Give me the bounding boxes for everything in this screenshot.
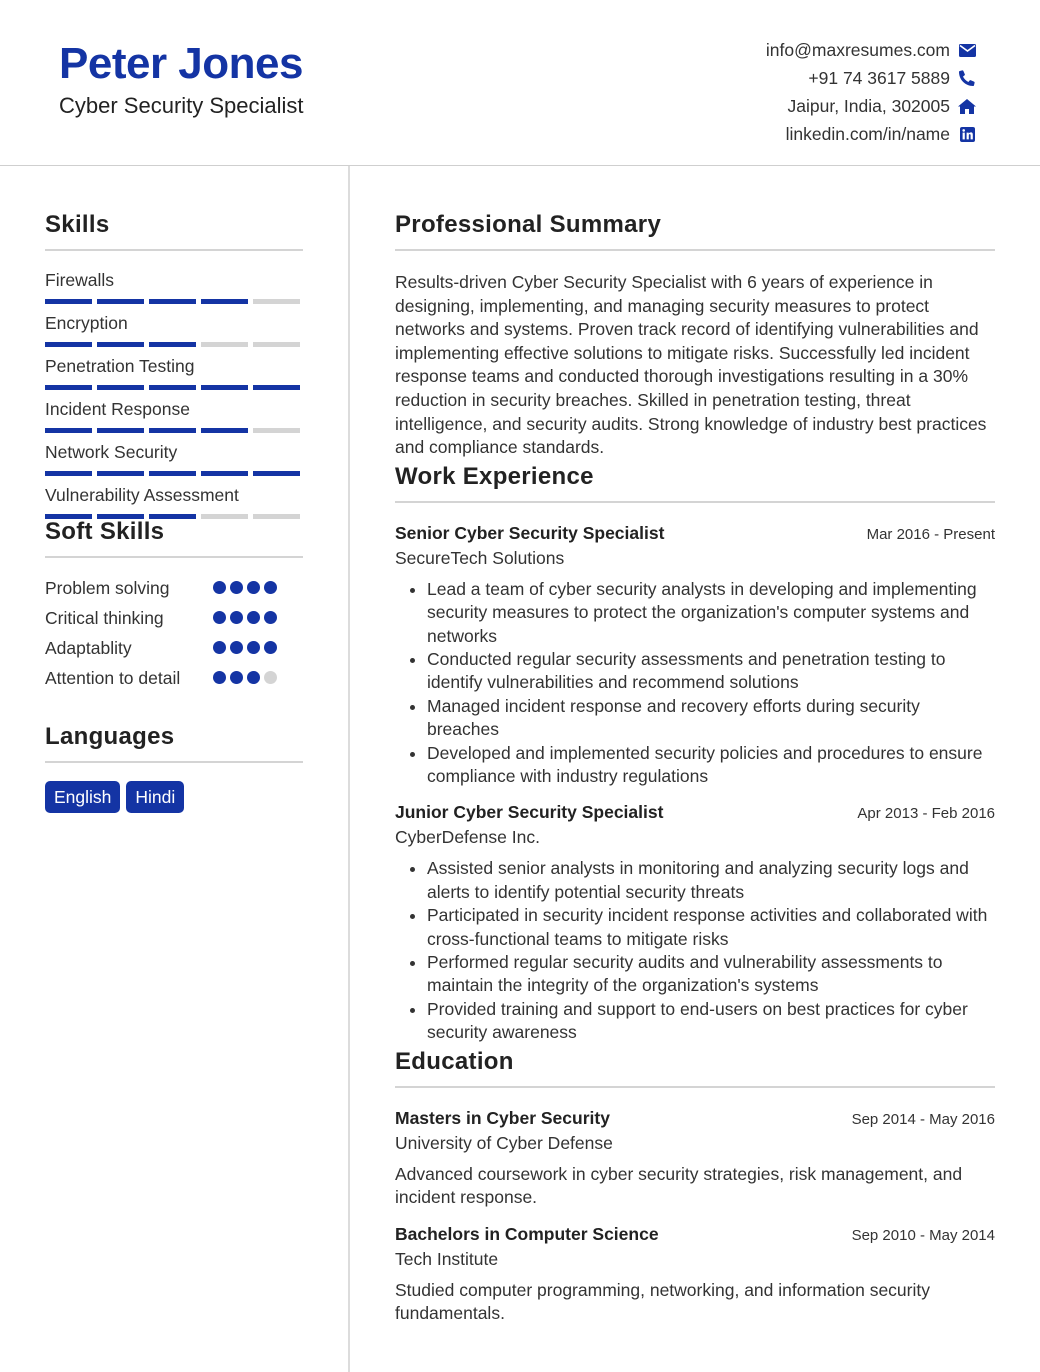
skill-item bbox=[45, 441, 303, 484]
skill-level-bar bbox=[45, 299, 303, 304]
job-bullet: • Participated in security incident response activities and collaborated with cross-functional teams to mitigate risks bbox=[427, 904, 995, 951]
job-bullet: • Conducted regular security assessments and penetration testing to identify vulnerabilities and recommend solutions bbox=[427, 648, 995, 695]
rating-dot bbox=[264, 581, 277, 594]
job-bullet: • Performed regular security audits and vulnerability assessments to maintain the integrity of the organization's systems bbox=[427, 951, 995, 998]
skill-name: Incident Response bbox=[45, 399, 190, 419]
skill-level-segment bbox=[201, 342, 248, 347]
languages-list bbox=[45, 781, 303, 813]
job-bullet: • Provided training and support to end-users on best practices for cyber security awareness bbox=[427, 998, 995, 1045]
skill-level-segment bbox=[45, 385, 92, 390]
skill-level-segment bbox=[253, 385, 300, 390]
soft-skill-name: Attention to detail bbox=[45, 668, 181, 688]
skill-level-segment bbox=[45, 428, 92, 433]
education-degree: Masters in Cyber Security bbox=[395, 1107, 610, 1128]
skill-level-segment bbox=[149, 385, 196, 390]
contact-location-text: Jaipur, India, 302005 bbox=[787, 95, 950, 116]
skill-level-segment bbox=[201, 471, 248, 476]
education-school: Tech Institute bbox=[395, 1248, 499, 1269]
rating-dot bbox=[230, 611, 243, 624]
rating-dot bbox=[264, 611, 277, 624]
left-column bbox=[45, 210, 303, 813]
skill-level-segment bbox=[45, 342, 92, 347]
language-tag: Hindi bbox=[126, 781, 184, 813]
skill-level-segment bbox=[149, 299, 196, 304]
skill-name: Vulnerability Assessment bbox=[45, 485, 239, 505]
job-header bbox=[395, 802, 995, 823]
contact-linkedin[interactable] bbox=[766, 120, 976, 148]
contact-location bbox=[766, 92, 976, 120]
skill-level-segment bbox=[97, 471, 144, 476]
skill-level-segment bbox=[253, 471, 300, 476]
job-date: Apr 2013 - Feb 2016 bbox=[857, 805, 995, 823]
skill-level-segment bbox=[97, 299, 144, 304]
job-title: Senior Cyber Security Specialist bbox=[395, 522, 665, 543]
rating-dot bbox=[213, 641, 226, 654]
education-school: University of Cyber Defense bbox=[395, 1132, 613, 1153]
skill-level-segment bbox=[253, 299, 300, 304]
soft-skills-heading: Soft Skills bbox=[45, 517, 303, 558]
education-date: Sep 2014 - May 2016 bbox=[851, 1110, 995, 1128]
skill-level-segment bbox=[253, 514, 300, 519]
job-bullets bbox=[395, 857, 995, 1044]
candidate-name: Peter Jones bbox=[59, 39, 303, 88]
contact-phone-text[interactable]: +91 74 3617 5889 bbox=[808, 67, 950, 88]
rating-dot bbox=[247, 611, 260, 624]
skill-level-segment bbox=[149, 428, 196, 433]
job-entry bbox=[395, 802, 995, 1044]
candidate-title: Cyber Security Specialist bbox=[59, 93, 304, 118]
resume-header bbox=[0, 0, 1040, 166]
soft-skill-item bbox=[45, 636, 303, 666]
skill-level-segment bbox=[97, 385, 144, 390]
education-header bbox=[395, 1108, 995, 1129]
education-entry bbox=[395, 1224, 995, 1326]
skill-level-segment bbox=[149, 471, 196, 476]
education-entry bbox=[395, 1108, 995, 1210]
soft-skill-name: Problem solving bbox=[45, 578, 170, 598]
rating-dot bbox=[213, 581, 226, 594]
home-icon bbox=[958, 97, 976, 115]
skill-level-bar bbox=[45, 471, 303, 476]
job-bullet: • Managed incident response and recovery efforts during security breaches bbox=[427, 695, 995, 742]
skill-level-bar bbox=[45, 428, 303, 433]
soft-skill-rating bbox=[213, 666, 293, 684]
soft-skill-name: Adaptablity bbox=[45, 638, 132, 658]
job-bullet: • Assisted senior analysts in monitoring and analyzing security logs and alerts to identify potential security threats bbox=[427, 857, 995, 904]
rating-dot bbox=[230, 641, 243, 654]
skill-level-segment bbox=[149, 342, 196, 347]
contact-email-text[interactable]: info@maxresumes.com bbox=[765, 39, 950, 60]
skill-name: Network Security bbox=[45, 442, 178, 462]
skills-heading: Skills bbox=[45, 210, 303, 251]
education-description: Advanced coursework in cyber security strategies, risk management, and incident response. bbox=[395, 1163, 963, 1208]
education-header bbox=[395, 1224, 995, 1245]
skill-level-segment bbox=[97, 428, 144, 433]
contact-block bbox=[766, 36, 976, 148]
phone-icon bbox=[958, 69, 976, 87]
skill-item bbox=[45, 312, 303, 355]
skill-name: Firewalls bbox=[45, 270, 115, 290]
right-column bbox=[395, 210, 995, 1326]
education-degree: Bachelors in Computer Science bbox=[395, 1223, 659, 1244]
soft-skill-rating bbox=[213, 606, 293, 624]
soft-skill-item bbox=[45, 666, 303, 720]
skill-level-segment bbox=[45, 471, 92, 476]
job-bullet: • Lead a team of cyber security analysts in developing and implementing security measures to protect the organization's computer systems and networks bbox=[427, 578, 995, 648]
skill-level-segment bbox=[201, 385, 248, 390]
rating-dot bbox=[247, 641, 260, 654]
soft-skill-item bbox=[45, 576, 303, 606]
contact-linkedin-text[interactable]: linkedin.com/in/name bbox=[785, 123, 950, 144]
rating-dot bbox=[247, 581, 260, 594]
job-date: Mar 2016 - Present bbox=[866, 525, 995, 543]
skills-list bbox=[45, 269, 303, 527]
summary-text: Results-driven Cyber Security Specialist with 6 years of experience in designing, implementing, and managing security measures to protect networks and systems. Proven track record of identifying vulnerabilities and implementing effective solutions to mitigate risks. Successfully led incident response teams and conducted thorough investigations resulting in a 30% reduction in security breaches. Skilled in penetration testing, threat intelligence, and security audits. Strong knowledge of industry best practices and compliance standards. bbox=[395, 272, 987, 458]
skill-level-segment bbox=[253, 428, 300, 433]
skill-level-segment bbox=[201, 428, 248, 433]
education-heading: Education bbox=[395, 1047, 995, 1088]
skill-level-segment bbox=[201, 299, 248, 304]
rating-dot bbox=[230, 581, 243, 594]
experience-heading: Work Experience bbox=[395, 462, 995, 503]
contact-phone[interactable] bbox=[766, 64, 976, 92]
rating-dot bbox=[213, 611, 226, 624]
linkedin-icon bbox=[958, 125, 976, 143]
skill-item bbox=[45, 398, 303, 441]
education-description: Studied computer programming, networking, and information security fundamentals. bbox=[395, 1279, 930, 1324]
job-bullets bbox=[395, 578, 995, 789]
rating-dot bbox=[230, 671, 243, 684]
skill-level-segment bbox=[45, 299, 92, 304]
column-divider bbox=[348, 166, 350, 1372]
soft-skill-item bbox=[45, 606, 303, 636]
contact-email[interactable] bbox=[766, 36, 976, 64]
rating-dot bbox=[264, 641, 277, 654]
rating-dot bbox=[247, 671, 260, 684]
soft-skills-list bbox=[45, 576, 303, 720]
skill-level-bar bbox=[45, 385, 303, 390]
education-date: Sep 2010 - May 2014 bbox=[851, 1226, 995, 1244]
skill-item bbox=[45, 355, 303, 398]
job-company: SecureTech Solutions bbox=[395, 547, 565, 568]
skill-level-segment bbox=[201, 514, 248, 519]
job-entry bbox=[395, 523, 995, 789]
job-company: CyberDefense Inc. bbox=[395, 827, 540, 848]
language-tag: English bbox=[45, 781, 120, 813]
skill-level-segment bbox=[253, 342, 300, 347]
summary-heading: Professional Summary bbox=[395, 210, 995, 251]
skill-item bbox=[45, 269, 303, 312]
rating-dot bbox=[213, 671, 226, 684]
rating-dot bbox=[264, 671, 277, 684]
skill-name: Encryption bbox=[45, 313, 128, 333]
languages-heading: Languages bbox=[45, 722, 303, 763]
soft-skill-rating bbox=[213, 636, 293, 654]
skill-name: Penetration Testing bbox=[45, 356, 195, 376]
job-header bbox=[395, 523, 995, 544]
soft-skill-rating bbox=[213, 576, 293, 594]
skill-level-bar bbox=[45, 342, 303, 347]
job-bullet: • Developed and implemented security policies and procedures to ensure compliance with industry regulations bbox=[427, 742, 995, 789]
envelope-icon bbox=[958, 41, 976, 59]
soft-skill-name: Critical thinking bbox=[45, 608, 164, 628]
job-title: Junior Cyber Security Specialist bbox=[395, 802, 664, 823]
skill-level-segment bbox=[97, 342, 144, 347]
